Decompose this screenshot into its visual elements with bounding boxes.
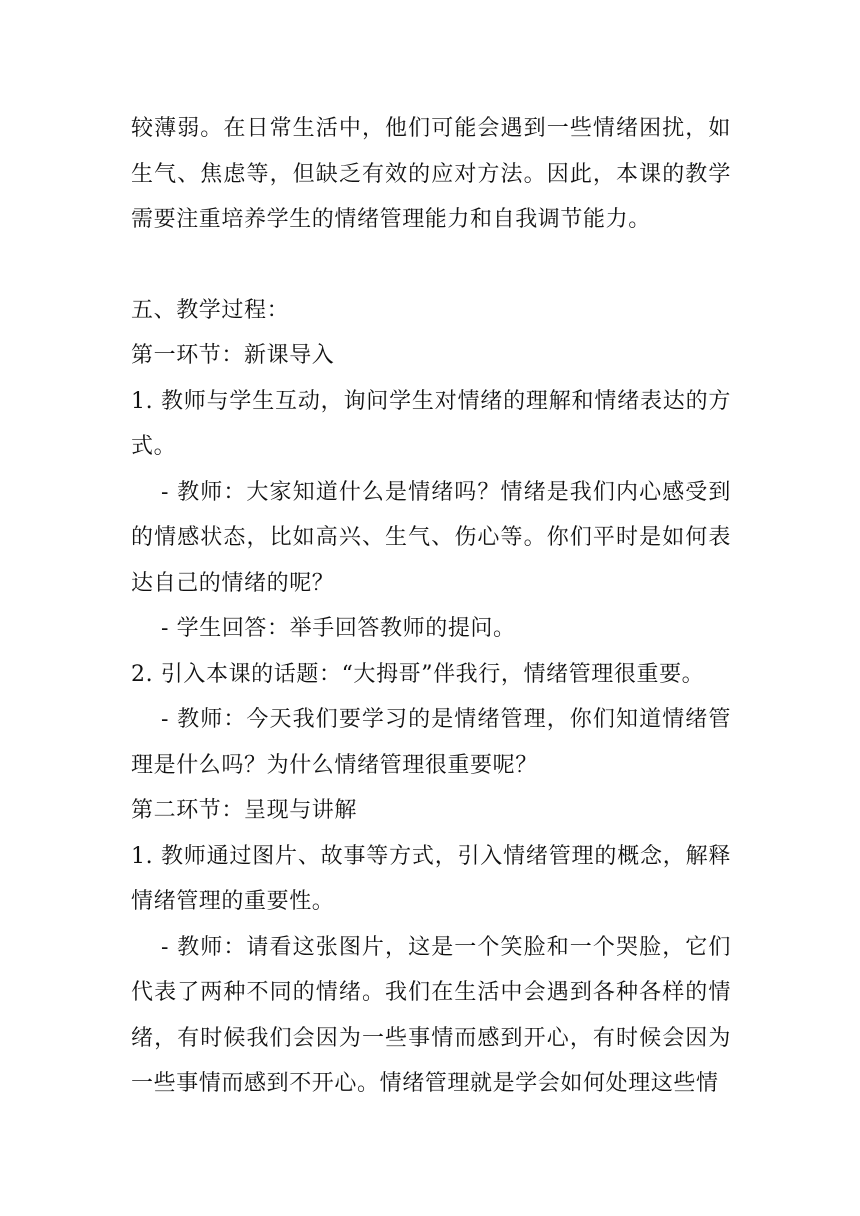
step1-item2: 2. 引入本课的话题：“大拇哥”伴我行，情绪管理很重要。 bbox=[131, 661, 705, 687]
step2-item1: 1. 教师通过图片、故事等方式，引入情绪管理的概念，解释情绪管理的重要性。 bbox=[131, 843, 731, 914]
step1-item1-student: - 学生回答：举手回答教师的提问。 bbox=[161, 616, 516, 641]
step1-item2-teacher: - 教师：今天我们要学习的是情绪管理，你们知道情绪管理是什么吗？为什么情绪管理很重要呢？ bbox=[131, 707, 731, 778]
step1-heading: 第一环节：新课导入 bbox=[131, 343, 335, 368]
step2-heading: 第二环节：呈现与讲解 bbox=[131, 798, 358, 823]
step1-item1: 1. 教师与学生互动，询问学生对情绪的理解和情绪表达的方式。 bbox=[131, 388, 731, 459]
document-page bbox=[131, 106, 731, 1107]
step2-item1-teacher: - 教师：请看这张图片，这是一个笑脸和一个哭脸，它们代表了两种不同的情绪。我们在生活中会遇到各种各样的情绪，有时候我们会因为一些事情而感到开心，有时候会因为一些事情而感到不开心。情绪管理就是学会如何处理这些情 bbox=[131, 934, 731, 1096]
section-heading: 五、教学过程： bbox=[131, 297, 290, 323]
intro-paragraph: 较薄弱。在日常生活中，他们可能会遇到一些情绪困扰，如生气、焦虑等，但缺乏有效的应对方法。因此，本课的教学需要注重培养学生的情绪管理能力和自我调节能力。 bbox=[131, 116, 731, 232]
step1-item1-teacher: - 教师：大家知道什么是情绪吗？情绪是我们内心感受到的情感状态，比如高兴、生气、伤心等。你们平时是如何表达自己的情绪的呢？ bbox=[131, 479, 731, 596]
paragraph-gap bbox=[131, 243, 731, 288]
